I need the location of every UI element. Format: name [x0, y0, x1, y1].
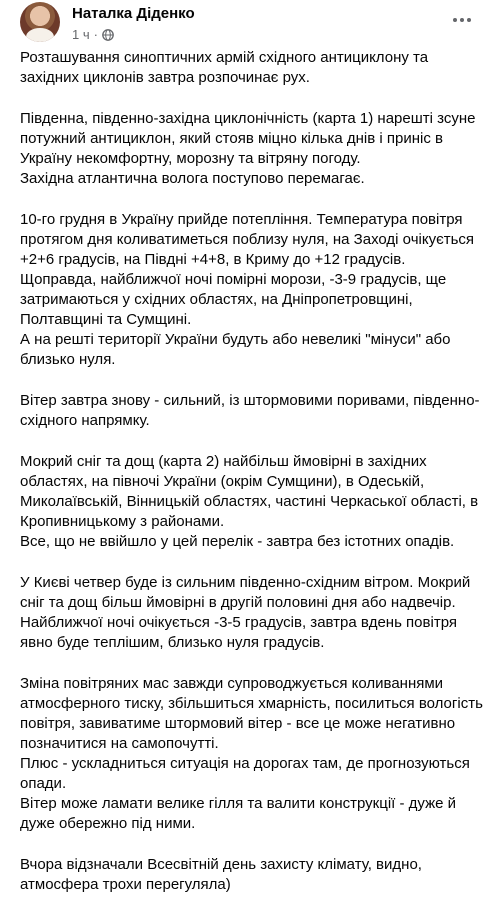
post-paragraph: Розташування синоптичних армій східного антициклону та західних циклонів завтра розпочинає рух.: [20, 49, 429, 86]
post-time[interactable]: 1 ч: [72, 27, 90, 42]
post-body: [20, 48, 486, 916]
avatar[interactable]: [20, 2, 60, 42]
post-paragraph: Вітер завтра знову - сильний, із штормовими поривами, південно- східного напрямку.: [20, 392, 480, 429]
globe-icon[interactable]: [102, 29, 114, 41]
more-icon[interactable]: [450, 12, 474, 28]
author-name[interactable]: Наталка Діденко: [72, 5, 195, 22]
post-paragraph: Вчора відзначали Всесвітній день захисту клімату, видно, атмосфера трохи перегуляла): [20, 856, 422, 893]
post-meta: [72, 27, 114, 42]
meta-separator: ·: [93, 27, 98, 42]
post-paragraph: У Києві четвер буде із сильним південно-східним вітром. Мокрий сніг та дощ більш ймовірні в другій половині дня або надвечір. Найближчої ночі очікується -3-5 градусів, завтра вдень повітря явно буде теплішим, близько нуля градусів.: [20, 574, 471, 651]
post-header: [20, 2, 494, 46]
post-paragraph: Мокрий сніг та дощ (карта 2) найбільш ймовірні в західних областях, на півночі України (окрім Сумщини), в Одеській, Миколаївській, Вінницькій областях, частині Черкаської області, в Кропивницькому з районами. Все, що не ввійшло у цей перелік - завтра без істотних опадів.: [20, 453, 479, 550]
post-paragraph: Зміна повітряних мас завжди супроводжується коливаннями атмосферного тиску, збільшиться хмарність, посилиться вологість повітря, завиватиме штормовий вітер - все це може негативно позначитися на самопочутті. Плюс - ускладниться ситуація на дорогах там, де прогнозуються опади. Вітер може ламати велике гілля та валити конструкції - дуже й дуже обережно під ними.: [20, 675, 483, 832]
post-paragraph: Південна, південно-західна циклонічність (карта 1) нарешті зсуне потужний антициклон, який стояв міцно кілька днів і приніс в Україну некомфортну, морозну та вітряну погоду. Західна атлантична волога поступово перемагає.: [20, 110, 476, 187]
post-paragraph: 10-го грудня в Україну прийде потепління. Температура повітря протягом дня коливатиметься поблизу нуля, на Заході очікується +2+6 градусів, на Півдні +4+8, в Криму до +12 градусів. Щоправда, найближчої ночі помірні морози, -3-9 градусів, ще затримаються у східних областях, на Дніпропетровщині, Полтавщині та Сумщині. А на решті території України будуть або невеликі "мінуси" або близько нуля.: [20, 211, 475, 368]
